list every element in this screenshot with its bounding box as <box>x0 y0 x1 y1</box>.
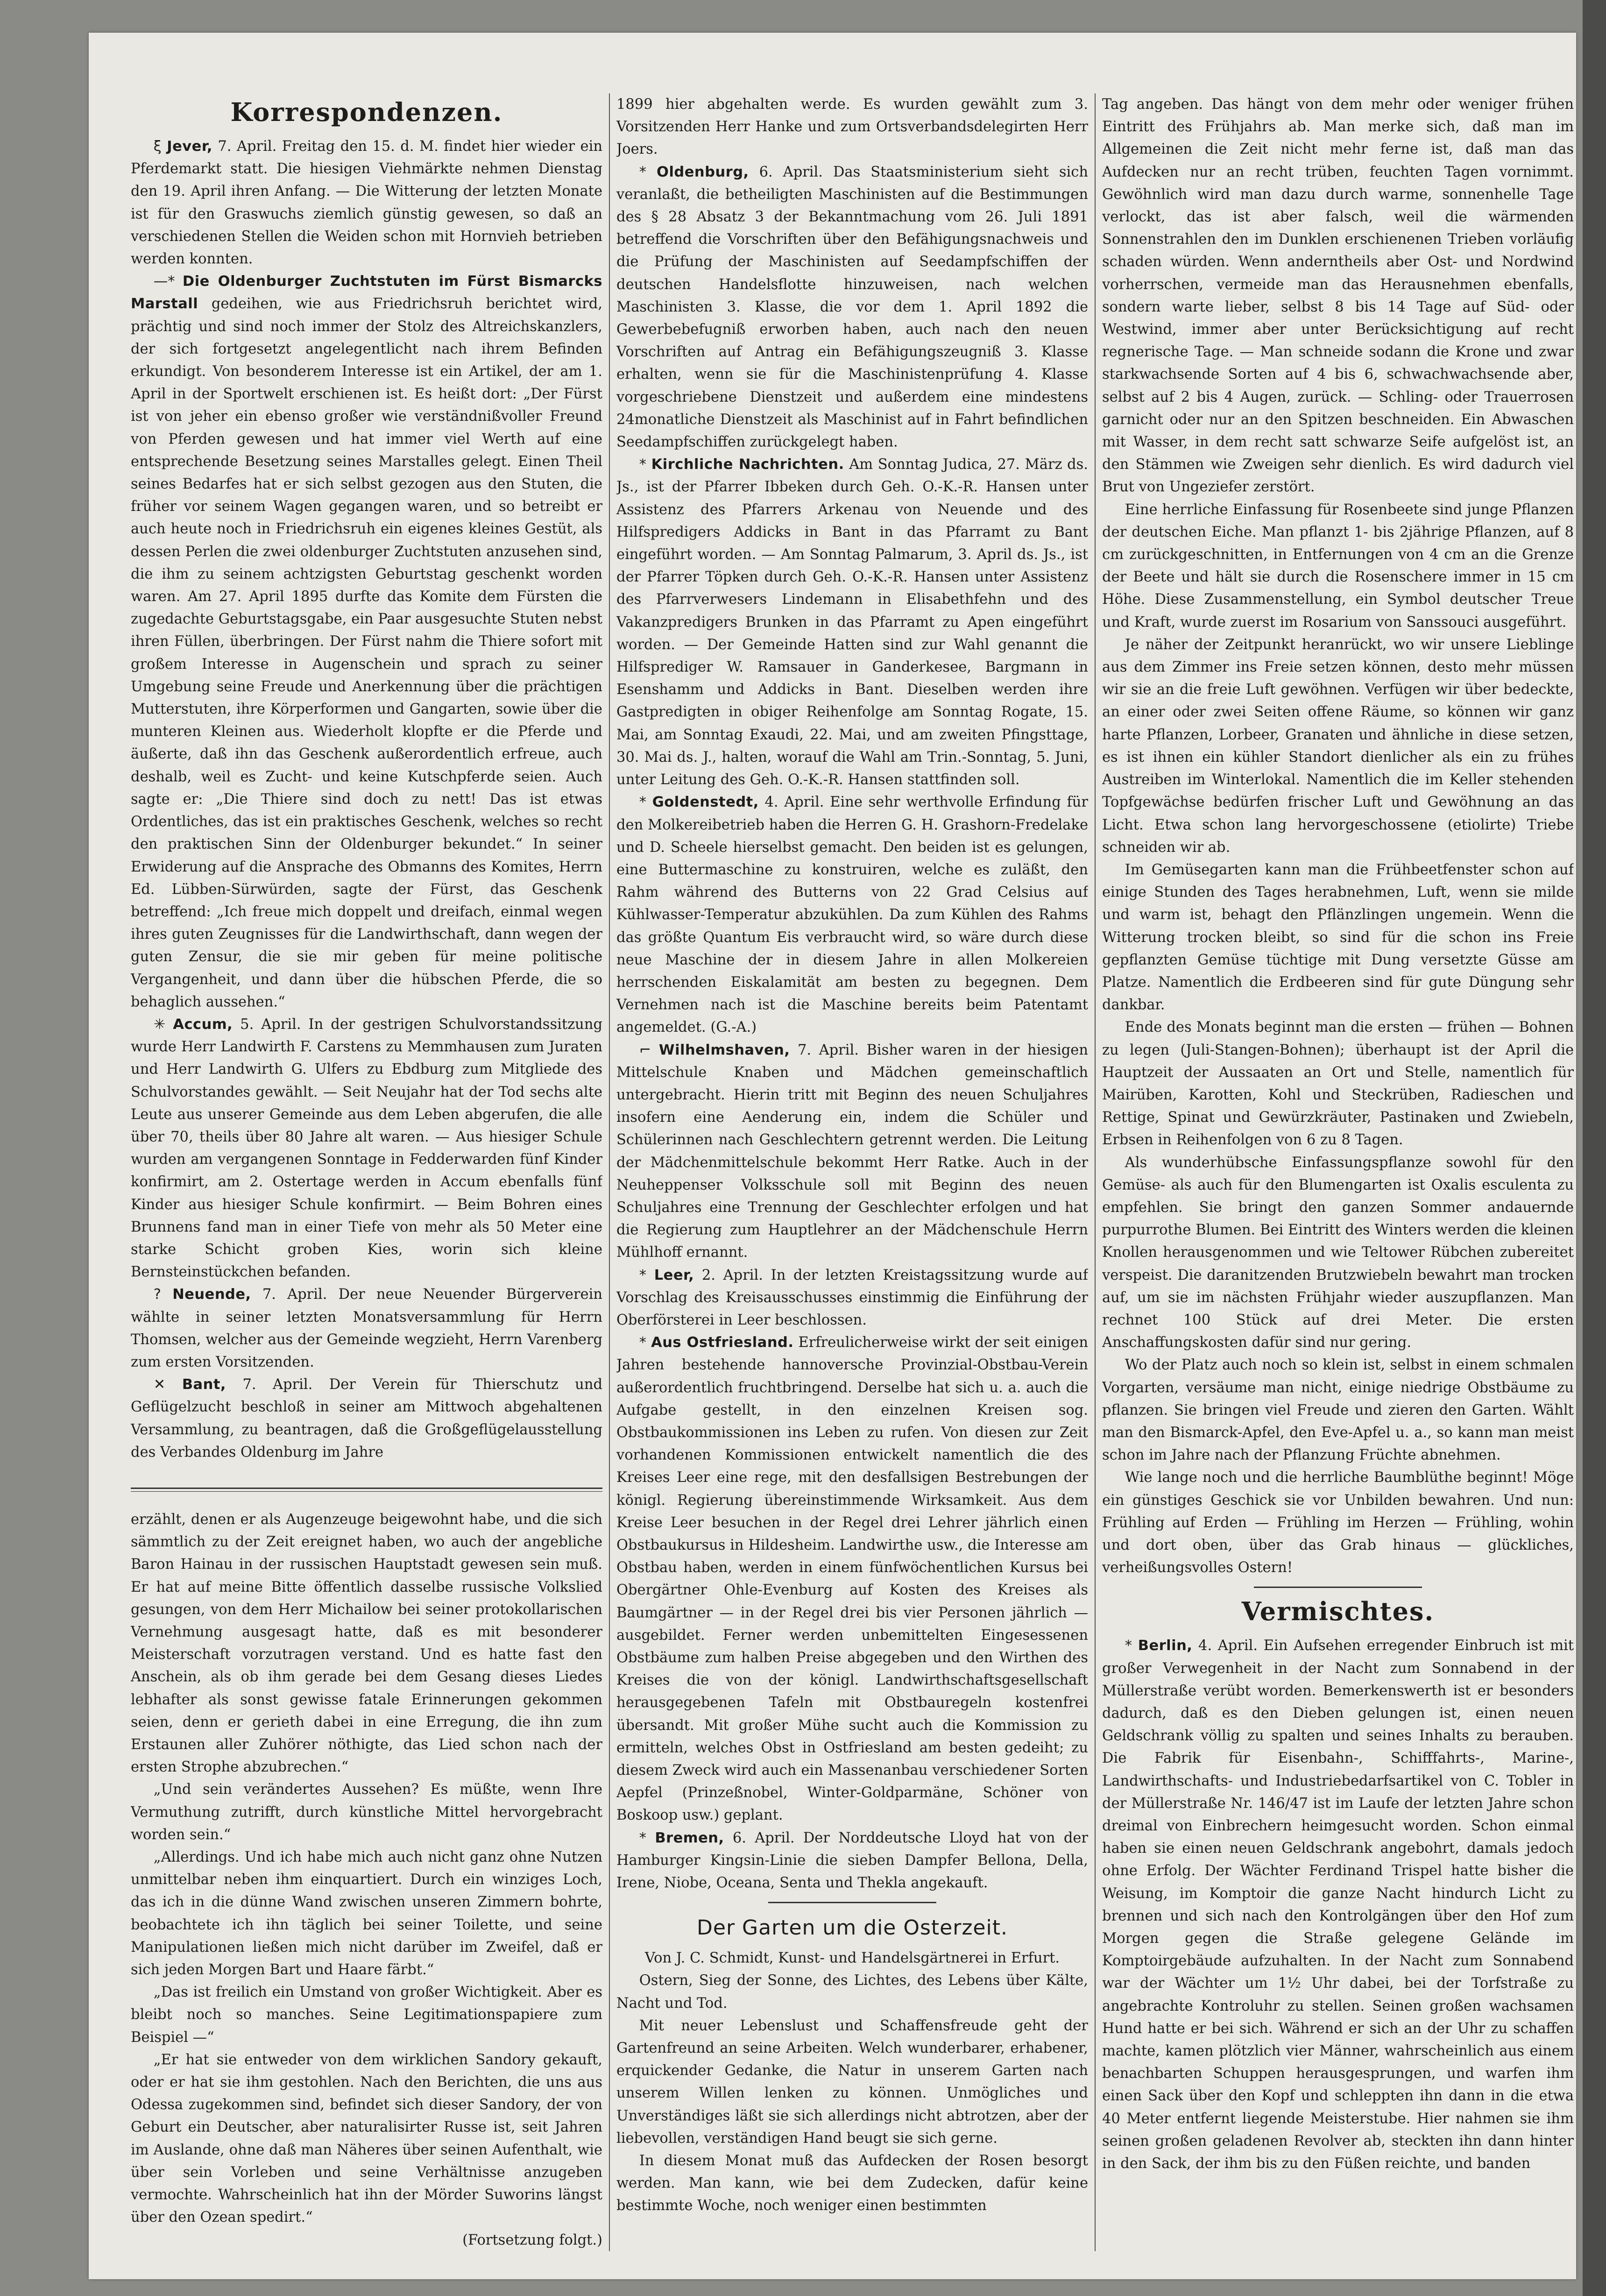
article-marker: * <box>639 1267 647 1283</box>
article-marker: ξ <box>153 138 162 155</box>
article-text: 4. April. Eine sehr werthvolle Erfindung für den Molkereibetrieb haben die Herren G. H. Grashorn-Fredelake und D. Scheele hierselbst gemacht. Den beiden ist es gelungen, eine Buttermaschine zu konstruiren, welche es zuläßt, den Rahm während des Butterns von 22 Grad Celsius auf Kühlwasser-Temperatur abzukühlen. Da zum Kühlen des Rahms das größte Quantum Eis verbraucht wird, so wäre durch diese neue Maschine der in diesem Jahre in allen Molkereien herrschenden Eiskalamität am besten zu begegnen. Dem Vernehmen nach ist die Maschine bereits beim Patentamt angemeldet. (G.-A.) <box>616 794 1088 1036</box>
article-text: 7. April. Der neue Neuender Bürgerverein wählte in seiner letzten Monatsversammlung für Herrn Thomsen, welcher aus der Gemeinde wegzieht, Herrn Varenberg zum ersten Vorsitzenden. <box>131 1286 602 1370</box>
article-marker: * <box>639 1334 647 1351</box>
feuilleton-paragraph: „Und sein verändertes Aussehen? Es müßte, wenn Ihre Vermuthung zutrifft, durch künstliche Mittel hervorgebracht worden sein.“ <box>131 1781 602 1843</box>
feuilleton-paragraph: „Das ist freilich ein Umstand von großer Wichtigkeit. Aber es bleibt noch so manches. Seine Legitimationspapiere zum Beispiel —“ <box>131 1984 602 2046</box>
article-marker: * <box>639 1829 647 1846</box>
section-heading-vermischtes: Vermischtes. <box>1241 1596 1435 1627</box>
article-text: 4. April. Ein Aufsehen erregender Einbruch ist mit großer Verwegenheit in der Nacht zum Sonnabend in der Müllerstraße verübt worden. Bemerkenswerth ist er besonders dadurch, daß es den Dieben gelungen ist, einen neuen Geldschrank völlig zu spalten und seines Inhalts zu berauben. Die Fabrik für Eisenbahn-, Schifffahrts-, Marine-, Landwirthschafts- und Industriebedarfsartikel von C. Tobler in der Müllerstraße Nr. 146/47 ist im Laufe der letzten Jahre schon dreimal von Einbrechern heimgesucht worden. Schon einmal haben sie einen neuen Geldschrank angebohrt, damals jedoch ohne Erfolg. Der Wächter Ferdinand Trispel hatte bisher die Weisung, im Komptoir die ganze Nacht hindurch Licht zu brennen und sich nach den Kontrolgängen über den Hof zum Morgen gegen die Straße gelegene Gelände im Komptoirgebäude aufzuhalten. In der Nacht zum Sonnabend war der Wächter um 1½ Uhr dabei, bei der Torfstraße zu angebrachte Kontroluhr zu stellen. Seinen großen wachsamen Hund hatte er bei sich. Während er sich an der Uhr zu schaffen machte, kamen plötzlich vier Männer, wahrscheinlich aus einem benachbarten Schuppen herausgesprungen, und warfen ihm einen Sack über den Kopf und schleppten ihn dann in die etwa 40 Meter entfernt liegende Meisterstube. Hier nahmen sie ihm seinen großen geladenen Revolver ab, steckten ihn dann hinter in den Sack, der ihm bis zu den Füßen reichte, und banden <box>1102 1637 1574 2172</box>
article-kirchliche <box>616 454 1088 791</box>
article-marker: ⌐ <box>639 1042 651 1058</box>
article-text: 5. April. In der gestrigen Schulvorstandssitzung wurde Herr Landwirth F. Carstens zu Memmhausen zum Juraten und Herr Landwirth G. Ulfers zu Ebdburg zum Mitgliede des Schulvorstandes gewählt. — Seit Neujahr hat der Tod sechs alte Leute aus unserer Gemeinde aus dem Leben abgerufen, die alle über 70, theils über 80 Jahre alt waren. — Aus hiesiger Schule wurden am vergangenen Sonntage in Fedderwarden fünf Kinder konfirmirt, am 2. Ostertage werden in Accum ebenfalls fünf Kinder aus hiesiger Schule konfirmirt. — Beim Bohren eines Brunnens fand man in einer Tiefe von mehr als 50 Meter eine starke Schicht groben Kies, worin sich kleine Bernsteinstückchen befanden. <box>131 1016 602 1281</box>
garten-paragraph: Eine herrliche Einfassung für Rosenbeete sind junge Pflanzen der deutschen Eiche. Man pflanzt 1- bis 2jährige Pflanzen, auf 8 cm zurückgeschnitten, in Entfernungen von 4 cm an die Grenze der Beete und hält sie durch die Rosenschere immer in 15 cm Höhe. Diese Zusammenstellung, ein Symbol deutscher Treue und Kraft, wurde zuerst im Rosarium von Sanssouci ausgeführt. <box>1102 501 1574 631</box>
newspaper-page <box>89 33 1576 2279</box>
article-jever <box>131 135 602 270</box>
article-text: 2. April. In der letzten Kreistagssitzung wurde auf Vorschlag des Kreisausschusses einstimmig die Einführung der Oberförsterei in Leer beschlossen. <box>616 1267 1088 1328</box>
article-place: Kirchliche Nachrichten. <box>651 456 844 473</box>
article-bremen <box>616 1827 1088 1895</box>
feuilleton-paragraph: erzählt, denen er als Augenzeuge beigewohnt habe, und die sich sämmtlich zu der Zeit ereignet haben, wo auch der angebliche Baron Hainau in der russischen Hauptstadt gewesen sein muß. Er hat auf meine Bitte öffentlich dasselbe russische Volkslied gesungen, von dem Herr Michailow bei seiner protokollarischen Vernehmung ausgesagt hatte, daß es mit besonderer Meisterschaft vorzutragen verstand. Und es hatte fast den Anschein, als ob ihm gerade bei dem Gesang dieses Liedes lebhafter als sonst gewisse fatale Erinnerungen gekommen seien, denn er gerieth dabei in eine Erregung, die ihn zum Erstaunen aller Zuhörer nöthigte, das Lied schon nach der ersten Strophe abzubrechen.“ <box>131 1511 602 1776</box>
section-heading-korrespondenzen: Korrespondenzen. <box>230 97 503 127</box>
feuilleton-paragraph: „Allerdings. Und ich habe mich auch nicht ganz ohne Nutzen unmittelbar neben ihm einquartiert. Durch ein winziges Loch, das ich in die dünne Wand zwischen unseren Zimmern bohrte, beobachtete ich ihn täglich bei seiner Toilette, und seine Manipulationen ließen mich nicht darüber im Zweifel, daß er sich jeden Morgen Bart und Haare färbt.“ <box>131 1849 602 1978</box>
feuilleton-continuation: (Fortsetzung folgt.) <box>462 2232 602 2248</box>
column-rule <box>609 93 610 2251</box>
garten-paragraph: Je näher der Zeitpunkt heranrückt, wo wir unsere Lieblinge aus dem Zimmer ins Freie setzen können, desto mehr müssen wir sie an die freie Luft gewöhnen. Verfügen wir über bedeckte, an einer oder zwei Seiten offene Räume, so können wir ganz harte Pflanzen, Lorbeer, Granaten und ähnliche in diese setzen, es ist ihnen ein kühler Standort dienlicher als ein zu frühes Austreiben im Winterlokal. Namentlich die im Keller stehenden Topfgewächse bedürfen frischer Luft und Gewöhnung an das Licht. Etwa schon lang hervorgeschossene (etiolirte) Triebe schneiden wir ab. <box>1102 636 1574 856</box>
article-place: Goldenstedt, <box>652 794 759 811</box>
article-continuation: 1899 hier abgehalten werde. Es wurden gewählt zum 3. Vorsitzenden Herr Hanke und zum Ortsverbandsdelegirten Herr Joers. <box>616 96 1088 158</box>
article-place: Bremen, <box>655 1829 724 1846</box>
article-bant <box>131 1374 602 1464</box>
column-korrespondenzen <box>131 93 602 1476</box>
article-goldenstedt <box>616 791 1088 1039</box>
garten-paragraph: Tag angeben. Das hängt von dem mehr oder weniger frühen Eintritt des Frühjahrs ab. Man merke sich, daß man im Allgemeinen die Zeit nicht mehr ferne ist, daß man das Aufdecken nur an recht trüben, feuchten Tagen vornimmt. Gewöhnlich wird man dazu durch warme, sonnenhelle Tage verlockt, das ist aber falsch, weil die wärmenden Sonnenstrahlen den im Dunklen erschienenen Trieben vorläufig schaden würden. Wenn anderntheils aber Ost- und Nordwind vorherrschen, vermeide man das Herausnehmen ebenfalls, sondern warte lieber, selbst 8 bis 14 Tage auf Süd- oder Westwind, immer aber unter Berücksichtigung auf recht regnerische Tage. — Man schneide sodann die Krone und zwar starkwachsende Sorten auf 4 bis 6, schwachwachsende aber, selbst auf 2 bis 4 Augen, zurück. — Schling- oder Trauerrosen garnicht oder nur an den Spitzen beschneiden. Ein Abwaschen mit Wasser, in dem recht satt schwarze Seife aufgelöst ist, an den Stämmen wie Zweigen sehr dienlich. Es wird dadurch viel Brut von Ungeziefer zerstört. <box>1102 96 1574 496</box>
article-place: Bant, <box>182 1376 226 1393</box>
article-place: Die Oldenburger Zuchtstuten im Fürst Bismarcks Marstall <box>131 273 602 312</box>
article-wilhelmshaven <box>616 1039 1088 1264</box>
article-marker: * <box>639 163 647 180</box>
article-place: Jever, <box>167 138 212 155</box>
feuilleton-divider-thin <box>131 1491 602 1492</box>
article-marker: ✕ <box>153 1376 166 1393</box>
article-neuende <box>131 1283 602 1374</box>
article-place: Berlin, <box>1138 1637 1193 1654</box>
article-text: 6. April. Das Staatsministerium sieht sich veranlaßt, die betheiligten Maschinisten auf die Bestimmungen des § 28 Absatz 3 der Bekanntmachung vom 26. Juli 1891 betreffend die Vorschriften über den Befähigungsnachweis und die Prüfung der Maschinisten auf Seedampfschiffen der deutschen Handelsflotte hinzuweisen, nach welchen Maschinisten 3. Klasse, die vor dem 1. April 1892 die Gewerbebefugniß erworben haben, auch nach den neuen Vorschriften auf Antrag ein Befähigungszeugniß 3. Klasse erhalten, wenn sie für die Maschinistenprüfung 4. Klasse vorgeschriebene Dienstzeit und außerdem eine mindestens 24monatliche Dienstzeit als Maschinist auf in Fahrt befindlichen Seedampfschiffen zurückgelegt haben. <box>616 163 1088 451</box>
article-place: Neuende, <box>172 1286 251 1303</box>
article-place: Leer, <box>654 1267 694 1283</box>
article-marker: ? <box>153 1286 161 1303</box>
article-text: Am Sonntag Judica, 27. März ds. Js., ist der Pfarrer Ibbeken durch Geh. O.-K.-R. Hansen unter Assistenz des Pfarrers Arkenau von Neuende und des Hilfspredigers Addicks in Bant in das Pfarramt zu Bant eingeführt worden. — Am Sonntag Palmarum, 3. April ds. Js., ist der Pfarrer Töpken durch Geh. O.-K.-R. Hansen unter Assistenz des Pfarrverwesers Lindemann in Elisabethfehn und des Vakanzpredigers Brunken in das Pfarramt zu Apen eingeführt worden. — Der Gemeinde Hatten sind zur Wahl genannt die Hilfsprediger W. Ramsauer in Ganderkesee, Bargmann in Esenshamm und Addicks in Bant. Dieselben werden ihre Gastpredigten in obiger Reihenfolge am Sonntag Rogate, 15. Mai, am Sonntag Exaudi, 22. Mai, und am zweiten Pfingsttage, 30. Mai ds. J., halten, worauf die Wahl am Trin.-Sonntag, 5. Juni, unter Leitung des Geh. O.-K.-R. Hansen stattfinden soll. <box>616 456 1088 788</box>
column-middle <box>616 93 1088 2256</box>
article-place: Aus Ostfriesland. <box>651 1334 794 1351</box>
section-divider <box>768 1902 936 1903</box>
article-author: Von J. C. Schmidt, Kunst- und Handelsgärtnerei in Erfurt. <box>644 1950 1060 1967</box>
article-leer <box>616 1264 1088 1332</box>
article-text: 6. April. Der Norddeutsche Lloyd hat von der Hamburger Kingsin-Linie die sieben Dampfer Bellona, Della, Irene, Niobe, Oceana, Senta und Thekla angekauft. <box>616 1829 1088 1892</box>
article-place: Accum, <box>173 1016 233 1033</box>
garten-paragraph: Als wunderhübsche Einfassungspflanze sowohl für den Gemüse- als auch für den Blumengarten ist Oxalis esculenta zu empfehlen. Sie bringt den ganzen Sommer andauernde purpurrothe Blumen. Bei Eintritt des Winters werden die kleinen Knollen herausgenommen und wie Teltower Rübchen zubereitet verspeist. Die daranitzenden Brutzwiebeln bewahrt man trocken auf, um sie im nächsten Frühjahr wieder auszupflanzen. Man rechnet 100 Stück auf drei Meter. Die ersten Anschaffungskosten dafür sind nur gering. <box>1102 1154 1574 1351</box>
garten-paragraph: Wie lange noch und die herrliche Baumblüthe beginnt! Möge ein günstiges Geschick sie vor Unbilden bewahren. Und nun: Frühling auf Erden — Frühling im Herzen — Frühling, wohin und dort oben, über das Grab hinaus — glückliches, verheißungsvolles Ostern! <box>1102 1469 1574 1576</box>
article-place: Wilhelmshaven, <box>658 1042 790 1058</box>
article-text: 7. April. Bisher waren in der hiesigen Mittelschule Knaben und Mädchen gemeinschaftlich untergebracht. Hierin tritt mit Beginn des neuen Schuljahres insofern eine Aenderung ein, indem die Schüler und Schülerinnen nach Geschlechtern getrennt werden. Die Leitung der Mädchenmittelschule bekommt Herr Ratke. Auch in der Neuheppenser Volksschule soll mit Beginn des neuen Schuljahres eine Trennung der Geschlechter erfolgen und hat die Regierung zum Hauptlehrer an der Mädchenschule Herrn Mühlhoff ernannt. <box>616 1042 1088 1261</box>
article-marker: ✳ <box>153 1016 166 1033</box>
garten-paragraph: Im Gemüsegarten kann man die Frühbeetfenster schon auf einige Stunden des Tages herabnehmen, Luft, wenn sie milde und warm ist, behagt den Pflänzlingen ungemein. Wenn die Witterung trocken bleibt, so sind für die schon ins Freie gepflanzten Gemüse tüchtige mit Dung versetzte Güsse am Platze. Namentlich die Erdbeeren sind für gute Düngung sehr dankbar. <box>1102 861 1574 1013</box>
garten-paragraph: Wo der Platz auch noch so klein ist, selbst in einem schmalen Vorgarten, versäume man nicht, einige niedrige Obstbäume zu pflanzen. Sie bringen viel Freude und zieren den Garten. Wählt man den Bismarck-Apfel, den Eve-Apfel u. a., so kann man meist schon im Jahre nach der Pflanzung Früchte abnehmen. <box>1102 1357 1574 1464</box>
garten-paragraph: Mit neuer Lebenslust und Schaffensfreude geht der Gartenfreund an seine Arbeiten. Welch wunderbarer, erhabener, erquickender Gedanke, die Natur in unserem Garten nach unserem Willen lenken zu können. Unmögliches und Unverständiges läßt sie sich allerdings nicht abtrotzen, aber der liebevollen, verständigen Hand beugt sie sich gerne. <box>616 2017 1088 2147</box>
garten-paragraph: Ende des Monats beginnt man die ersten — frühen — Bohnen zu legen (Juli-Stangen-Bohnen); überhaupt ist der April die Hauptzeit der Aussaaten an Ort und Stelle, namentlich für Mairüben, Karotten, Kohl und Steckrüben, Radieschen und Rettige, Spinat und Gewürzkräuter, Pastinaken und Zwiebeln, Erbsen in Reihenfolgen von 6 zu 8 Tagen. <box>1102 1019 1574 1148</box>
garten-paragraph: In diesem Monat muß das Aufdecken der Rosen besorgt werden. Man kann, wie bei dem Zudecken, dafür keine bestimmte Woche, noch weniger einen bestimmten <box>616 2153 1088 2214</box>
feuilleton-column <box>131 1509 602 2256</box>
article-ostfriesland <box>616 1332 1088 1827</box>
article-text: Erfreulicherweise wirkt der seit einigen Jahren bestehende hannoversche Provinzial-Obstbau-Verein außerordentlich fruchtbringend. Derselbe hat sich u. a. auch die Aufgabe gestellt, in den einzelnen Kreisen sog. Obstbaukommissionen ins Leben zu rufen. Von diesen zur Zeit vorhandenen Kommissionen entwickelt namentlich die des Kreises Leer eine rege, mit den desfallsigen Bestrebungen der königl. Regierung übereinstimmende Wirksamkeit. Aus dem Kreise Leer besuchen in der Regel drei Lehrer jährlich einen Obstbaukursus in Hildesheim. Landwirthe usw., die Interesse am Obstbau haben, werden in einem fünfwöchentlichen Kursus bei Obergärtner Ohle-Evenburg auf Kosten des Kreises als Baumgärtner — in der Regel drei bis vier Personen jährlich — ausgebildet. Ferner werden unbemittelten Eingesessenen Obstbäume zum halben Preise abgegeben und den Wirthen des Kreises die von der königl. Landwirthschaftsgesellschaft herausgegebenen Tafeln mit Obstbauregeln kostenfrei übersandt. Mit großer Mühe sucht auch die Kommission zu ermitteln, welches Obst in Ostfriesland am besten gedeiht; zu diesem Zweck wird auch ein Massenanbau verschiedener Sorten Aepfel (Prinzeßnobel, Winter-Goldparmäne, Schöner von Boskoop usw.) geplant. <box>616 1334 1088 1824</box>
feuilleton-divider <box>131 1488 602 1489</box>
article-marker: —* <box>153 273 175 290</box>
article-text: 7. April. Freitag den 15. d. M. findet hier wieder ein Pferdemarkt statt. Die hiesigen Viehmärkte nehmen Dienstag den 19. April ihren Anfang. — Die Witterung der letzten Monate ist für den Graswuchs ziemlich günstig gewesen, so daß an verschiedenen Stellen die Weiden schon mit Hornvieh betrieben werden konnten. <box>131 138 602 268</box>
column-right <box>1102 93 1574 2256</box>
article-text: gedeihen, wie aus Friedrichsruh berichtet wird, prächtig und sind noch immer der Stolz des Altreichskanzlers, der sich fortgesetzt angelegentlicht nach ihrem Befinden erkundigt. Von besonderem Interesse ist ein Artikel, der am 1. April in der Sportwelt erschienen ist. Es heißt dort: „Der Fürst ist von jeher ein ebenso großer wie verständnißvoller Freund von Pferden gewesen und hat immer viel Werth auf eine entsprechende Besetzung seines Marstalles gelegt. Einen Theil seines Bedarfes hat er sich selbst gezogen aus den Stuten, die früher vor seinem Wagen gegangen waren, und so betreibt er auch heute noch in Friedrichsruh ein eigenes kleines Gestüt, als dessen Perlen die zwei oldenburger Zuchtstuten anzusehen sind, die ihm zu seinem achtzigsten Geburtstag geschenkt worden waren. Am 27. April 1895 durfte das Komite dem Fürsten die zugedachte Geburtstagsgabe, ein Paar ausgesuchte Stuten nebst ihren Füllen, überbringen. Der Fürst nahm die Thiere sofort mit großem Interesse in Augenschein und sprach zu seiner Umgebung seine Freude und Anerkennung über die prächtigen Mutterstuten, ihre Körperformen und Gangarten, sowie über die munteren Kleinen aus. Wiederholt klopfte er die Pferde und äußerte, daß ihn das Geschenk außerordentlich erfreue, auch deshalb, weil es Zucht- und keine Kutschpferde seien. Auch sagte er: „Die Thiere sind doch zu nett! Das ist etwas Ordentliches, das ist ein praktisches Geschenk, welches so recht den praktischen Sinn der Oldenburger bekundet.“ In seiner Erwiderung auf die Ansprache des Obmanns des Komites, Herrn Ed. Lübben-Sürwürden, sagte der Fürst, das Geschenk betreffend: „Ich freue mich doppelt und dreifach, einmal wegen ihres guten Zeugnisses für die Landwirthschaft, dann wegen der guten Zensur, die sie mir geben für meine politische Vergangenheit, und dann über die hübschen Pferde, die so behaglich aussehen.“ <box>131 296 602 1010</box>
article-text: 7. April. Der Verein für Thierschutz und Geflügelzucht beschloß in seiner am Mittwoch abgehaltenen Versammlung, zu beantragen, daß die Großgeflügelausstellung des Verbandes Oldenburg im Jahre <box>131 1376 602 1460</box>
article-accum <box>131 1013 602 1283</box>
section-heading-garten: Der Garten um die Osterzeit. <box>697 1916 1008 1940</box>
article-oldenburg <box>616 161 1088 454</box>
feuilleton-paragraph: „Er hat sie entweder von dem wirklichen Sandory gekauft, oder er hat sie ihm gestohlen. Nach den Berichten, die uns aus Odessa zugekommen sind, befindet sich dieser Sandory, der von Geburt ein Deutscher, aber naturalisirter Russe ist, seit Jahren im Auslande, ohne daß man Näheres über seinen Aufenthalt, wie über sein Vorleben und seine Verhältnisse anzugeben vermochte. Wahrscheinlich hat ihn der Mörder Suworins längst über den Ozean spedirt.“ <box>131 2051 602 2226</box>
section-divider <box>1254 1587 1422 1588</box>
column-rule <box>1095 93 1096 2251</box>
article-marker: * <box>639 456 647 473</box>
article-marker: * <box>1125 1637 1132 1654</box>
garten-paragraph: Ostern, Sieg der Sonne, des Lichtes, des Lebens über Kälte, Nacht und Tod. <box>616 1972 1088 2012</box>
article-berlin <box>1102 1635 1574 2175</box>
article-place: Oldenburg, <box>657 163 749 180</box>
article-marker: * <box>639 794 647 811</box>
article-zuchtstuten <box>131 270 602 1013</box>
page-edge-shadow <box>1583 0 1606 2296</box>
